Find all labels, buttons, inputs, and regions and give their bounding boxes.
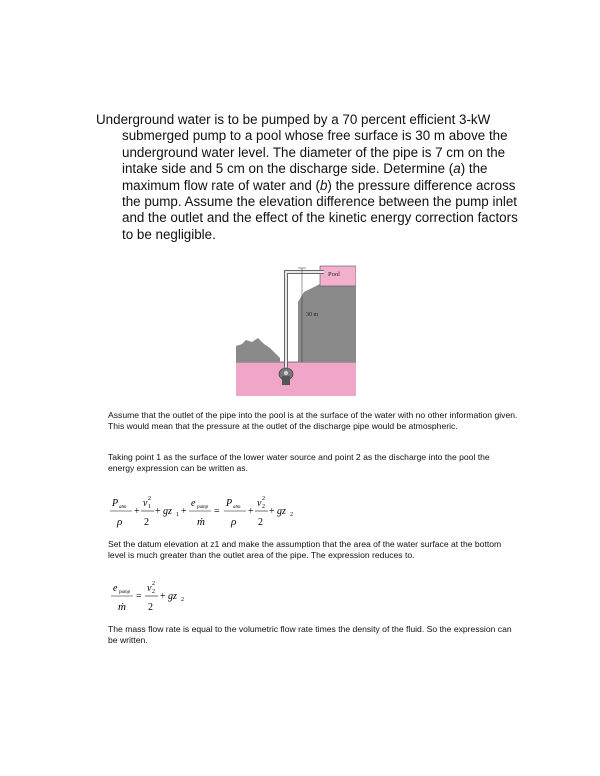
paragraph-energy: Taking point 1 as the surface of the lower water source and point 2 as the discharge into the pool the energy expression can be written as. (108, 452, 490, 474)
eq-two: 2 (148, 602, 153, 613)
pump-base (282, 376, 290, 385)
eq-sub2: 2 (152, 589, 155, 595)
eq-gz2: gz (277, 506, 286, 517)
eq-e: e (191, 498, 196, 509)
eq-plus: + (248, 506, 254, 517)
eq-square: 2 (152, 581, 155, 587)
problem-line: maximum flow rate of water and ( (122, 177, 320, 193)
eq-pump-sub: pump (119, 590, 131, 595)
underground-water (236, 362, 356, 396)
eq-sub1: 1 (176, 512, 179, 518)
paragraph-assumption: Assume that the outlet of the pipe into the pool is at the surface of the water with no other information given. This would mean that the pressure at the outlet of the discharge pipe would be atmospheric. (108, 410, 518, 432)
problem-line: and the outlet and the effect of the kinetic energy correction factors (122, 210, 518, 226)
eq-sub1: 1 (148, 504, 151, 510)
problem-line: Underground water is to be pumped by a 70 percent efficient 3-kW (96, 112, 491, 127)
eq-plus: + (160, 591, 166, 602)
eq-two: 2 (258, 517, 263, 528)
reduced-equation (108, 580, 208, 616)
height-label: 30 m (306, 312, 319, 318)
left-ground (236, 338, 280, 362)
eq-gz2: gz (168, 591, 177, 602)
eq-square: 2 (148, 496, 151, 502)
problem-line: the pump. Assume the elevation difference between the pump inlet (122, 194, 518, 210)
eq-square: 2 (262, 496, 265, 502)
eq-rho: ρ (117, 516, 123, 528)
problem-line: ) the (460, 161, 488, 177)
part-a-label: a (453, 161, 461, 177)
pump-figure (236, 262, 356, 398)
paragraph-datum: Set the datum elevation at z1 and make the assumption that the area of the water surface at the bottom level is much greater than the outlet area of the pipe. The expression reduces to. (108, 539, 502, 561)
eq-plus: + (181, 506, 187, 517)
eq-equals: = (214, 506, 220, 517)
paragraph-mass-flow: The mass flow rate is equal to the volumetric flow rate times the density of the fluid. So the expression can be written. (108, 624, 512, 646)
eq-mdot: ṁ (197, 516, 205, 528)
eq-e: e (113, 583, 118, 594)
pump-inlet (284, 371, 288, 375)
eq-v1: v (143, 498, 148, 509)
eq-rho: ρ (231, 516, 237, 528)
problem-line: to be negligible. (122, 226, 216, 242)
eq-atm-sub: atm (119, 505, 127, 510)
eq-mdot: ṁ (118, 601, 126, 613)
eq-plus: + (155, 506, 161, 517)
problem-line: submerged pump to a pool whose free surface is 30 m above the (122, 128, 508, 144)
eq-p-atm: P (226, 498, 233, 509)
problem-line: underground water level. The diameter of the pipe is 7 cm on the (122, 144, 506, 160)
eq-gz1: gz (163, 506, 172, 517)
eq-plus: + (134, 506, 140, 517)
eq-two: 2 (144, 517, 149, 528)
eq-sub2: 2 (262, 504, 265, 510)
eq-p-atm: P (112, 498, 119, 509)
problem-statement (96, 112, 546, 243)
eq-sub2: 2 (290, 512, 293, 518)
eq-sub2: 2 (181, 597, 184, 603)
problem-line: ) the pressure difference across (327, 177, 516, 193)
eq-atm-sub: atm (233, 505, 241, 510)
eq-v2: v (147, 583, 152, 594)
part-b-label: b (319, 177, 328, 193)
eq-plus: + (269, 506, 275, 517)
eq-equals: = (136, 591, 142, 602)
eq-v2: v (257, 498, 262, 509)
right-ground (298, 274, 356, 362)
eq-pump-sub: pump (197, 505, 209, 510)
energy-equation (108, 492, 308, 532)
problem-line: intake side and 5 cm on the discharge side. Determine ( (122, 161, 454, 177)
pool-label: Pool (328, 271, 340, 278)
